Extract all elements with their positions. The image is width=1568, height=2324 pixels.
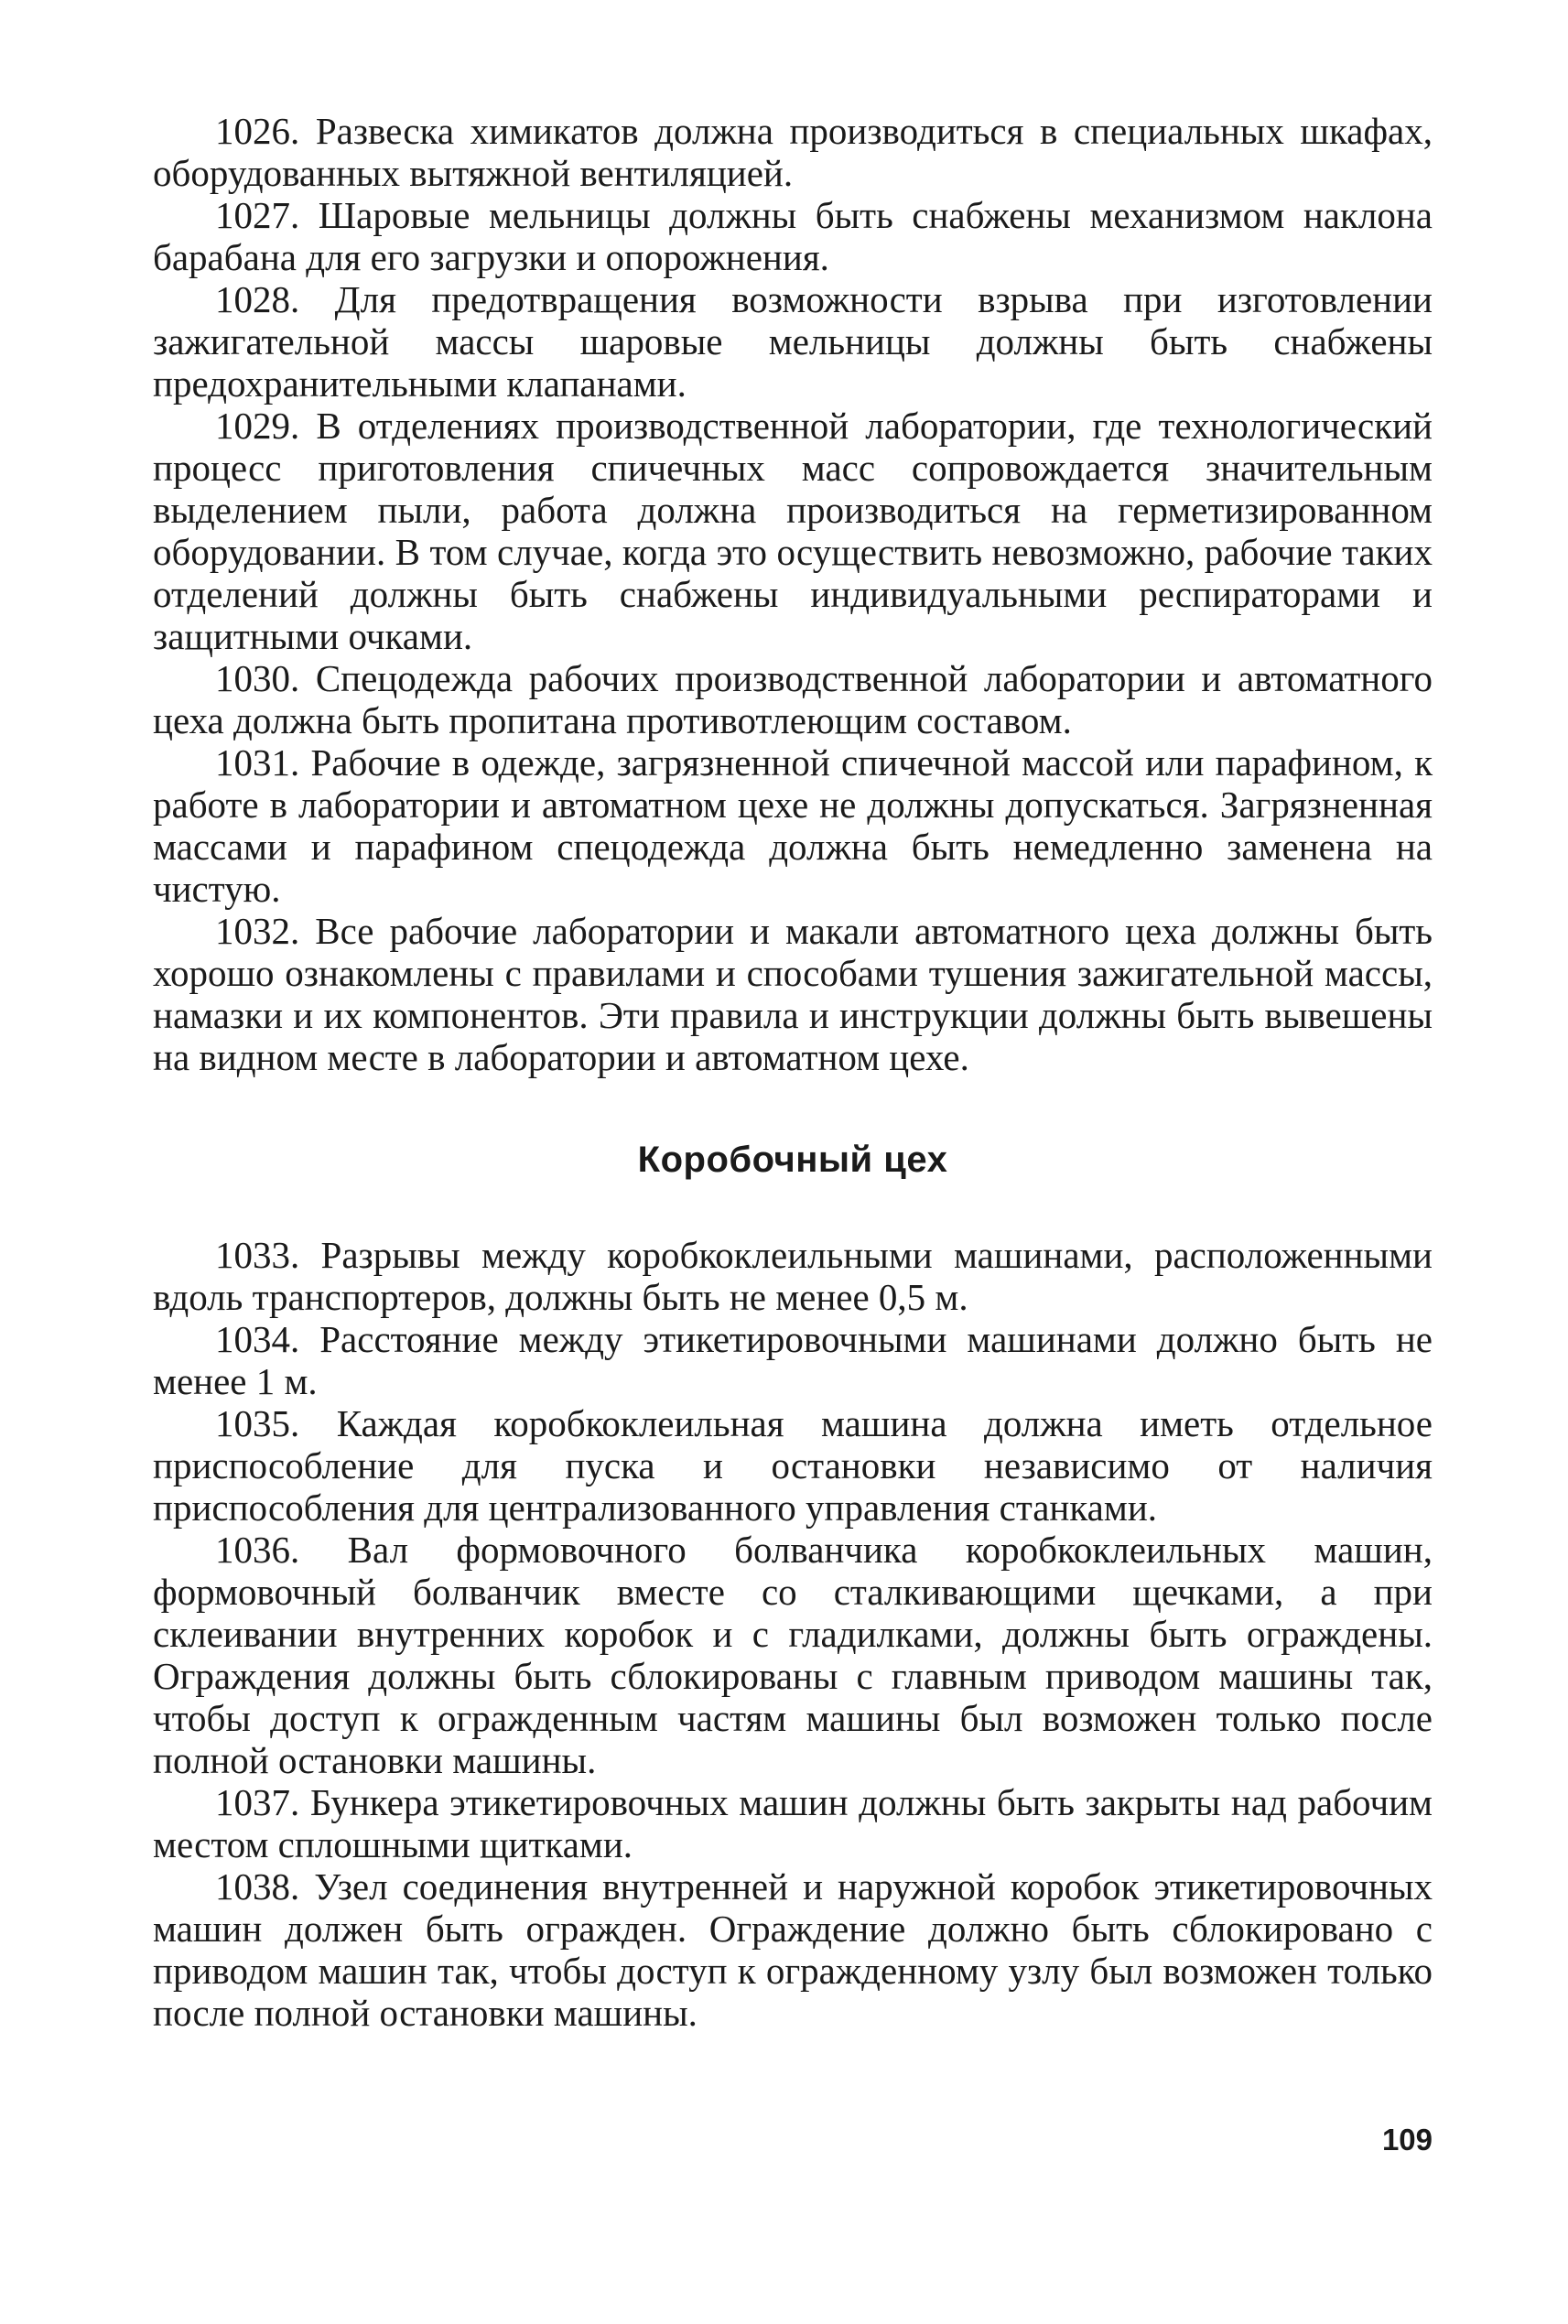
paragraph-1031: 1031. Рабочие в одежде, загрязненной спичечной массой или парафином, к работе в лаборатории и автоматном цехе не должны допускаться. Загрязненная массами и парафином спецодежда должна быть немедленно заменена на чистую. (153, 741, 1433, 910)
paragraph-1027: 1027. Шаровые мельницы должны быть снабжены механизмом наклона барабана для его загрузки и опорожнения. (153, 194, 1433, 278)
paragraph-1034: 1034. Расстояние между этикетировочными машинами должно быть не менее 1 м. (153, 1318, 1433, 1402)
paragraph-1030: 1030. Спецодежда рабочих производственной лаборатории и автоматного цеха должна быть пропитана противотлеющим составом. (153, 657, 1433, 741)
paragraph-1038: 1038. Узел соединения внутренней и наружной коробок этикетировочных машин должен быть огражден. Ограждение должно быть сблокировано с приводом машин так, чтобы доступ к огражденному узлу был возможен только после полной остановки машины. (153, 1865, 1433, 2034)
paragraph-1033: 1033. Разрывы между коробкоклеильными машинами, расположенными вдоль транспортеров, должны быть не менее 0,5 м. (153, 1234, 1433, 1318)
paragraph-1032: 1032. Все рабочие лаборатории и макали автоматного цеха должны быть хорошо ознакомлены с правилами и способами тушения зажигательной массы, намазки и их компонентов. Эти правила и инструкции должны быть вывешены на видном месте в лаборатории и автоматном цехе. (153, 910, 1433, 1078)
paragraph-1036: 1036. Вал формовочного болванчика коробкоклеильных машин, формовочный болванчик вместе со сталкивающими щечками, а при склеивании внутренних коробок и с гладилками, должны быть ограждены. Ограждения должны быть сблокированы с главным приводом машины так, чтобы доступ к огражденным частям машины был возможен только после полной остановки машины. (153, 1529, 1433, 1781)
page-body (153, 110, 1433, 2034)
paragraph-1037: 1037. Бункера этикетировочных машин должны быть закрыты над рабочим местом сплошными щитками. (153, 1781, 1433, 1865)
paragraph-1035: 1035. Каждая коробкоклеильная машина должна иметь отдельное приспособление для пуска и остановки независимо от наличия приспособления для централизованного управления станками. (153, 1402, 1433, 1529)
section-title-box-workshop: Коробочный цех (637, 1140, 948, 1180)
paragraph-1026: 1026. Развеска химикатов должна производиться в специальных шкафах, оборудованных вытяжной вентиляцией. (153, 110, 1433, 194)
paragraph-1029: 1029. В отделениях производственной лаборатории, где технологический процесс приготовления спичечных масс сопровождается значительным выделением пыли, работа должна производиться на герметизированном оборудовании. В том случае, когда это осуществить невозможно, рабочие таких отделений должны быть снабжены индивидуальными респираторами и защитными очками. (153, 405, 1433, 657)
paragraph-1028: 1028. Для предотвращения возможности взрыва при изготовлении зажигательной массы шаровые мельницы должны быть снабжены предохранительными клапанами. (153, 278, 1433, 405)
page-number: 109 (1381, 2123, 1433, 2156)
